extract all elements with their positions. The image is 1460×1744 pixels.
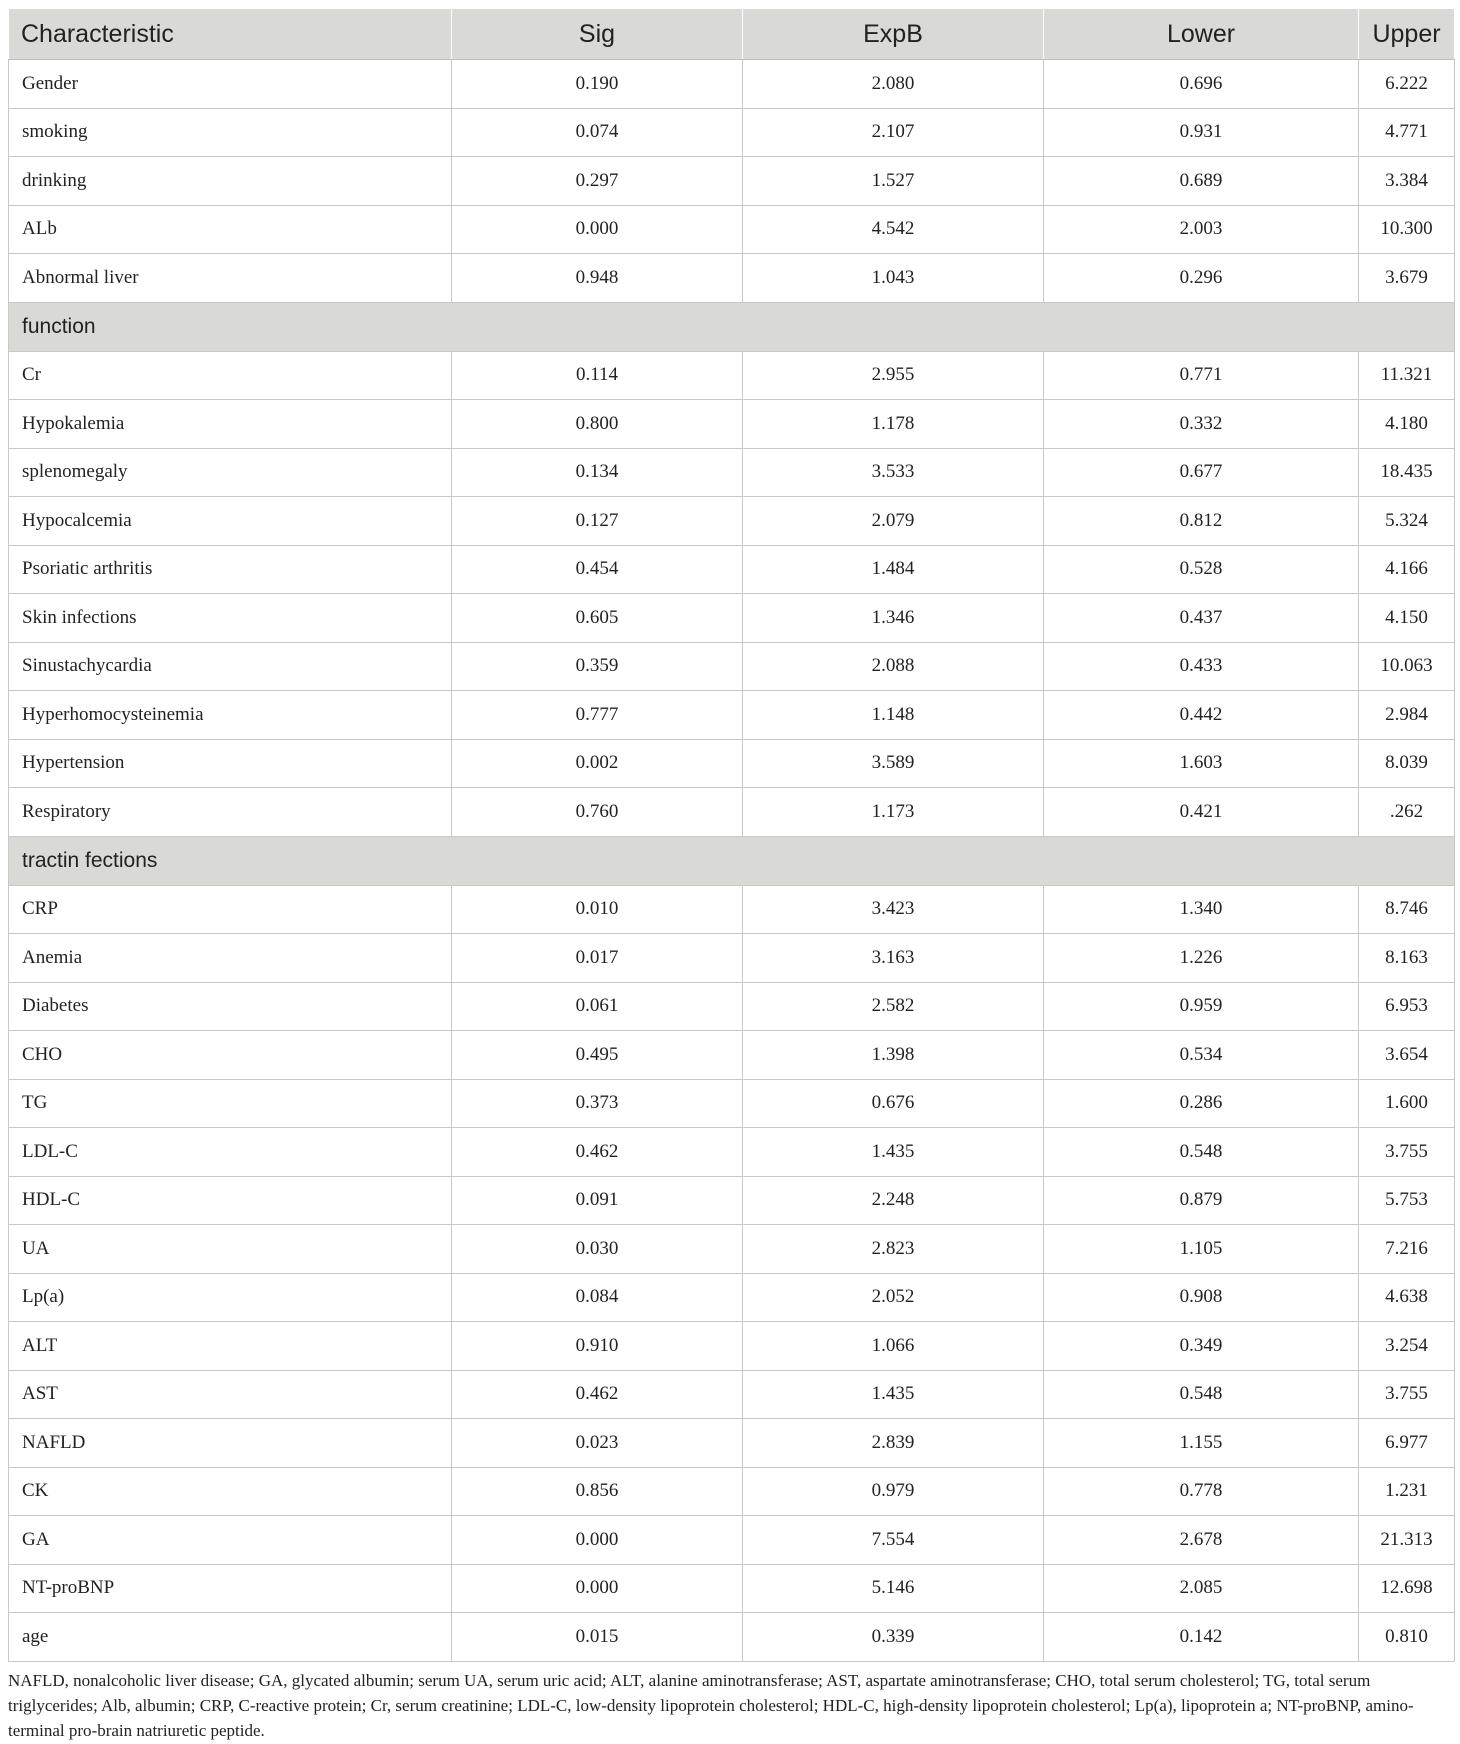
cell-characteristic: age <box>9 1613 452 1662</box>
cell-expb: 1.148 <box>743 691 1044 740</box>
cell-characteristic: UA <box>9 1225 452 1274</box>
cell-expb: 4.542 <box>743 205 1044 254</box>
table-row <box>9 351 1455 400</box>
cell-expb: 2.052 <box>743 1273 1044 1322</box>
cell-expb: 1.346 <box>743 594 1044 643</box>
cell-upper: 4.166 <box>1359 545 1455 594</box>
cell-sig: 0.462 <box>452 1128 743 1177</box>
table-row <box>9 1225 1455 1274</box>
table-row <box>9 1176 1455 1225</box>
cell-upper: 10.300 <box>1359 205 1455 254</box>
cell-expb: 1.066 <box>743 1322 1044 1371</box>
cell-expb: 2.079 <box>743 497 1044 546</box>
table-row <box>9 934 1455 983</box>
cell-upper: 11.321 <box>1359 351 1455 400</box>
cell-upper: 6.953 <box>1359 982 1455 1031</box>
section-row <box>9 836 1455 885</box>
cell-lower: 2.085 <box>1044 1564 1359 1613</box>
section-row <box>9 302 1455 351</box>
cell-characteristic: Gender <box>9 60 452 109</box>
cell-characteristic: Abnormal liver <box>9 254 452 303</box>
table-row <box>9 1079 1455 1128</box>
cell-lower: 1.340 <box>1044 885 1359 934</box>
cell-upper: 3.384 <box>1359 157 1455 206</box>
cell-upper: 3.654 <box>1359 1031 1455 1080</box>
cell-upper: 5.324 <box>1359 497 1455 546</box>
header-row <box>9 9 1455 60</box>
cell-expb: 3.589 <box>743 739 1044 788</box>
cell-upper: 3.755 <box>1359 1370 1455 1419</box>
table-row <box>9 205 1455 254</box>
table-row <box>9 885 1455 934</box>
cell-expb: 1.484 <box>743 545 1044 594</box>
cell-upper: 18.435 <box>1359 448 1455 497</box>
cell-upper: .262 <box>1359 788 1455 837</box>
cell-sig: 0.359 <box>452 642 743 691</box>
cell-expb: 2.107 <box>743 108 1044 157</box>
header-characteristic: Characteristic <box>9 9 452 60</box>
table-row <box>9 545 1455 594</box>
cell-characteristic: Diabetes <box>9 982 452 1031</box>
cell-lower: 2.678 <box>1044 1516 1359 1565</box>
table-row <box>9 60 1455 109</box>
cell-upper: 2.984 <box>1359 691 1455 740</box>
cell-sig: 0.061 <box>452 982 743 1031</box>
cell-expb: 3.163 <box>743 934 1044 983</box>
cell-expb: 0.979 <box>743 1467 1044 1516</box>
cell-characteristic: Skin infections <box>9 594 452 643</box>
cell-sig: 0.495 <box>452 1031 743 1080</box>
cell-characteristic: CHO <box>9 1031 452 1080</box>
table-row <box>9 1128 1455 1177</box>
cell-lower: 0.349 <box>1044 1322 1359 1371</box>
cell-characteristic: NAFLD <box>9 1419 452 1468</box>
cell-expb: 0.676 <box>743 1079 1044 1128</box>
cell-sig: 0.462 <box>452 1370 743 1419</box>
table-row <box>9 691 1455 740</box>
cell-characteristic: Hypocalcemia <box>9 497 452 546</box>
table-row <box>9 739 1455 788</box>
table-footnote: NAFLD, nonalcoholic liver disease; GA, glycated albumin; serum UA, serum uric acid; ALT, alanine aminotransferase; AST, aspartate aminotransferase; CHO, total serum cholesterol; TG, total serum triglycerides; Alb, albumin; CRP, C-reactive protein; Cr, serum creatinine; LDL-C, low-density lipoprotein cholesterol; HDL-C, high-density lipoprotein cholesterol; Lp(a), lipoprotein a; NT-proBNP, amino-terminal pro-brain natriuretic peptide. <box>8 1670 1414 1740</box>
table-row <box>9 1031 1455 1080</box>
cell-sig: 0.000 <box>452 1564 743 1613</box>
table-body <box>9 60 1455 1662</box>
cell-sig: 0.074 <box>452 108 743 157</box>
cell-characteristic: smoking <box>9 108 452 157</box>
cell-sig: 0.000 <box>452 1516 743 1565</box>
cell-upper: 3.755 <box>1359 1128 1455 1177</box>
cell-characteristic: CRP <box>9 885 452 934</box>
cell-characteristic: Hypokalemia <box>9 400 452 449</box>
cell-lower: 0.332 <box>1044 400 1359 449</box>
cell-sig: 0.091 <box>452 1176 743 1225</box>
cell-sig: 0.015 <box>452 1613 743 1662</box>
cell-lower: 0.442 <box>1044 691 1359 740</box>
cell-expb: 2.088 <box>743 642 1044 691</box>
cell-sig: 0.002 <box>452 739 743 788</box>
table-row <box>9 108 1455 157</box>
cell-lower: 0.548 <box>1044 1128 1359 1177</box>
cell-characteristic: Anemia <box>9 934 452 983</box>
cell-characteristic: Respiratory <box>9 788 452 837</box>
cell-sig: 0.084 <box>452 1273 743 1322</box>
header-expb: ExpB <box>743 9 1044 60</box>
cell-upper: 8.039 <box>1359 739 1455 788</box>
cell-upper: 5.753 <box>1359 1176 1455 1225</box>
cell-sig: 0.373 <box>452 1079 743 1128</box>
header-upper: Upper <box>1359 9 1455 60</box>
cell-upper: 7.216 <box>1359 1225 1455 1274</box>
cell-lower: 2.003 <box>1044 205 1359 254</box>
cell-upper: 3.254 <box>1359 1322 1455 1371</box>
cell-sig: 0.948 <box>452 254 743 303</box>
cell-lower: 0.421 <box>1044 788 1359 837</box>
cell-lower: 0.548 <box>1044 1370 1359 1419</box>
table-row <box>9 254 1455 303</box>
table-row <box>9 1322 1455 1371</box>
cell-sig: 0.010 <box>452 885 743 934</box>
cell-lower: 0.931 <box>1044 108 1359 157</box>
cell-characteristic: ALb <box>9 205 452 254</box>
cell-upper: 12.698 <box>1359 1564 1455 1613</box>
cell-characteristic: Sinustachycardia <box>9 642 452 691</box>
cell-characteristic: AST <box>9 1370 452 1419</box>
cell-lower: 0.528 <box>1044 545 1359 594</box>
cell-expb: 1.043 <box>743 254 1044 303</box>
cell-upper: 0.810 <box>1359 1613 1455 1662</box>
cell-upper: 4.180 <box>1359 400 1455 449</box>
cell-upper: 8.746 <box>1359 885 1455 934</box>
cell-sig: 0.190 <box>452 60 743 109</box>
table-row <box>9 982 1455 1031</box>
table-row <box>9 1419 1455 1468</box>
table-row <box>9 1273 1455 1322</box>
cell-expb: 1.527 <box>743 157 1044 206</box>
table-row <box>9 642 1455 691</box>
table-row <box>9 400 1455 449</box>
cell-characteristic: TG <box>9 1079 452 1128</box>
cell-sig: 0.800 <box>452 400 743 449</box>
cell-lower: 0.296 <box>1044 254 1359 303</box>
cell-upper: 3.679 <box>1359 254 1455 303</box>
cell-characteristic: Hypertension <box>9 739 452 788</box>
cell-characteristic: GA <box>9 1516 452 1565</box>
table-row <box>9 1370 1455 1419</box>
cell-lower: 1.603 <box>1044 739 1359 788</box>
cell-sig: 0.777 <box>452 691 743 740</box>
cell-upper: 4.771 <box>1359 108 1455 157</box>
cell-expb: 1.173 <box>743 788 1044 837</box>
header-sig: Sig <box>452 9 743 60</box>
cell-expb: 2.823 <box>743 1225 1044 1274</box>
cell-lower: 0.812 <box>1044 497 1359 546</box>
cell-lower: 0.142 <box>1044 1613 1359 1662</box>
header-lower: Lower <box>1044 9 1359 60</box>
cell-expb: 1.398 <box>743 1031 1044 1080</box>
cell-lower: 0.437 <box>1044 594 1359 643</box>
cell-lower: 0.677 <box>1044 448 1359 497</box>
cell-sig: 0.030 <box>452 1225 743 1274</box>
cell-lower: 1.105 <box>1044 1225 1359 1274</box>
cell-lower: 0.778 <box>1044 1467 1359 1516</box>
cell-expb: 2.955 <box>743 351 1044 400</box>
cell-expb: 1.435 <box>743 1128 1044 1177</box>
table-row <box>9 1613 1455 1662</box>
cell-sig: 0.856 <box>452 1467 743 1516</box>
cell-characteristic: Cr <box>9 351 452 400</box>
cell-lower: 0.771 <box>1044 351 1359 400</box>
cell-upper: 4.638 <box>1359 1273 1455 1322</box>
cell-lower: 0.879 <box>1044 1176 1359 1225</box>
cell-sig: 0.454 <box>452 545 743 594</box>
cell-expb: 3.533 <box>743 448 1044 497</box>
cell-characteristic: NT-proBNP <box>9 1564 452 1613</box>
cell-expb: 2.839 <box>743 1419 1044 1468</box>
table-row <box>9 1516 1455 1565</box>
cell-upper: 10.063 <box>1359 642 1455 691</box>
cell-upper: 1.600 <box>1359 1079 1455 1128</box>
cell-upper: 8.163 <box>1359 934 1455 983</box>
results-table <box>8 8 1455 1662</box>
section-label: tractin fections <box>9 836 1455 885</box>
cell-characteristic: ALT <box>9 1322 452 1371</box>
cell-upper: 4.150 <box>1359 594 1455 643</box>
cell-expb: 0.339 <box>743 1613 1044 1662</box>
cell-characteristic: splenomegaly <box>9 448 452 497</box>
cell-lower: 0.433 <box>1044 642 1359 691</box>
cell-expb: 2.582 <box>743 982 1044 1031</box>
cell-expb: 7.554 <box>743 1516 1044 1565</box>
cell-characteristic: CK <box>9 1467 452 1516</box>
cell-sig: 0.023 <box>452 1419 743 1468</box>
cell-lower: 0.689 <box>1044 157 1359 206</box>
cell-characteristic: LDL-C <box>9 1128 452 1177</box>
table-row <box>9 157 1455 206</box>
cell-expb: 1.178 <box>743 400 1044 449</box>
cell-upper: 6.977 <box>1359 1419 1455 1468</box>
cell-lower: 0.696 <box>1044 60 1359 109</box>
cell-upper: 1.231 <box>1359 1467 1455 1516</box>
cell-lower: 1.155 <box>1044 1419 1359 1468</box>
table-row <box>9 788 1455 837</box>
cell-expb: 2.080 <box>743 60 1044 109</box>
cell-characteristic: HDL-C <box>9 1176 452 1225</box>
cell-sig: 0.000 <box>452 205 743 254</box>
cell-sig: 0.134 <box>452 448 743 497</box>
cell-characteristic: Lp(a) <box>9 1273 452 1322</box>
table-row <box>9 1564 1455 1613</box>
cell-lower: 0.959 <box>1044 982 1359 1031</box>
cell-characteristic: Psoriatic arthritis <box>9 545 452 594</box>
cell-upper: 21.313 <box>1359 1516 1455 1565</box>
cell-lower: 0.908 <box>1044 1273 1359 1322</box>
cell-upper: 6.222 <box>1359 60 1455 109</box>
cell-sig: 0.760 <box>452 788 743 837</box>
cell-sig: 0.017 <box>452 934 743 983</box>
cell-sig: 0.605 <box>452 594 743 643</box>
table-container <box>8 8 1454 1743</box>
cell-characteristic: Hyperhomocysteinemia <box>9 691 452 740</box>
table-row <box>9 1467 1455 1516</box>
table-row <box>9 448 1455 497</box>
cell-sig: 0.910 <box>452 1322 743 1371</box>
cell-expb: 1.435 <box>743 1370 1044 1419</box>
cell-lower: 1.226 <box>1044 934 1359 983</box>
cell-lower: 0.286 <box>1044 1079 1359 1128</box>
cell-expb: 3.423 <box>743 885 1044 934</box>
table-row <box>9 497 1455 546</box>
cell-sig: 0.127 <box>452 497 743 546</box>
cell-expb: 5.146 <box>743 1564 1044 1613</box>
section-label: function <box>9 302 1455 351</box>
cell-sig: 0.114 <box>452 351 743 400</box>
cell-expb: 2.248 <box>743 1176 1044 1225</box>
table-row <box>9 594 1455 643</box>
cell-sig: 0.297 <box>452 157 743 206</box>
cell-lower: 0.534 <box>1044 1031 1359 1080</box>
cell-characteristic: drinking <box>9 157 452 206</box>
